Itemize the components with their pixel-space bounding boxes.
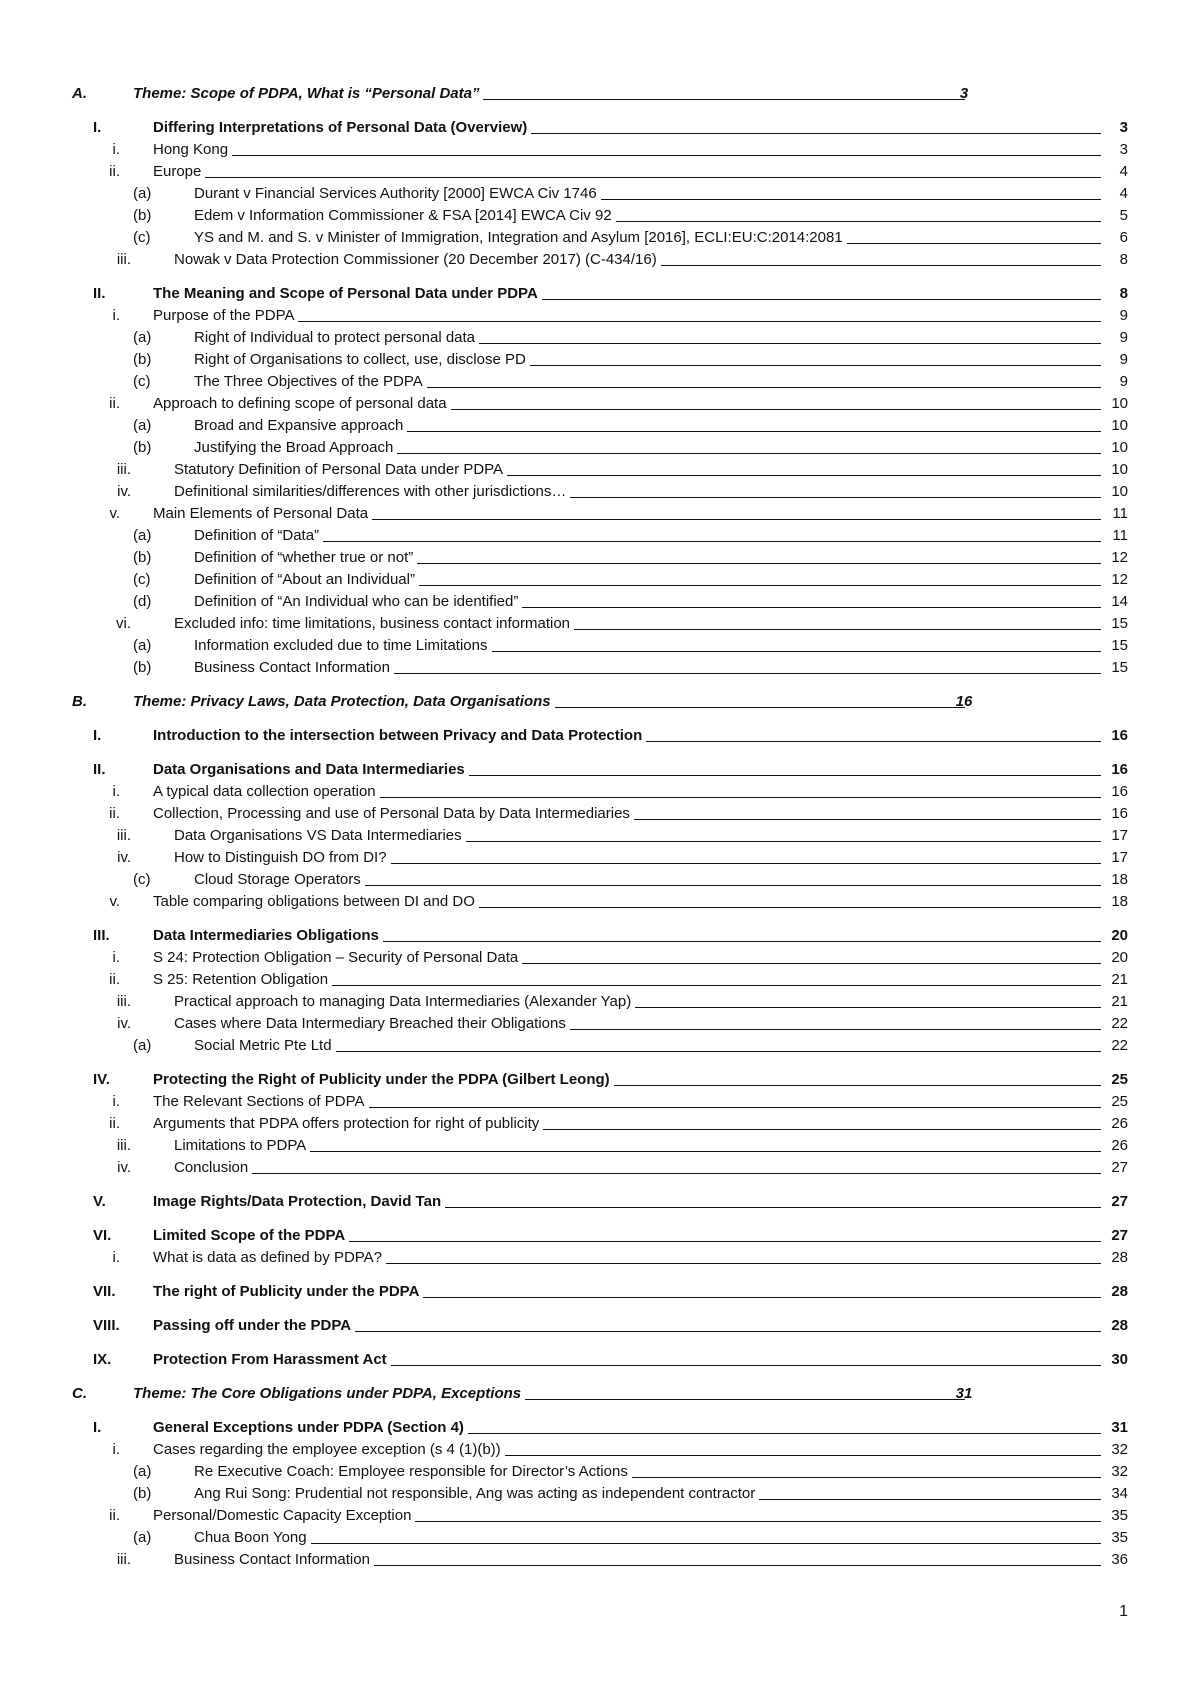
- toc-entry-number: C.: [72, 1385, 87, 1402]
- toc-entry[interactable]: [0, 1135, 1200, 1157]
- toc-entry-number: i.: [112, 949, 120, 966]
- toc-entry-title: Limited Scope of the PDPA: [153, 1225, 349, 1247]
- toc-section-entry[interactable]: [0, 1315, 1200, 1337]
- toc-entry-number: III.: [93, 927, 110, 944]
- toc-entry-page: 16: [1111, 727, 1128, 744]
- toc-entry-page: 28: [1111, 1317, 1128, 1334]
- toc-entry[interactable]: [0, 415, 1200, 437]
- toc-section-entry[interactable]: [0, 759, 1200, 781]
- toc-entry-title: Right of Individual to protect personal data: [194, 327, 479, 349]
- toc-entry-number: (c): [133, 229, 151, 246]
- toc-entry-title: Cloud Storage Operators: [194, 869, 365, 891]
- toc-section-entry[interactable]: [0, 725, 1200, 747]
- toc-entry[interactable]: [0, 1013, 1200, 1035]
- toc-entry-number: (a): [133, 637, 152, 654]
- toc-entry-number: i.: [112, 1093, 120, 1110]
- toc-entry[interactable]: [0, 869, 1200, 891]
- toc-entry-title: Statutory Definition of Personal Data under PDPA: [174, 459, 507, 481]
- toc-entry-title: Durant v Financial Services Authority [2000] EWCA Civ 1746: [194, 183, 601, 205]
- toc-entry-number: (a): [133, 1529, 152, 1546]
- toc-entry-page: 9: [1119, 373, 1128, 390]
- toc-entry-title: Definition of “An Individual who can be identified”: [194, 591, 522, 613]
- toc-entry-title: Cases where Data Intermediary Breached their Obligations: [174, 1013, 570, 1035]
- toc-entry-number: (a): [133, 1463, 152, 1480]
- toc-entry-page: 3: [959, 85, 969, 102]
- toc-entry[interactable]: [0, 1113, 1200, 1135]
- toc-entry-page: 21: [1111, 971, 1128, 988]
- toc-entry-page: 21: [1111, 993, 1128, 1010]
- toc-entry-number: (a): [133, 329, 152, 346]
- toc-entry-title: Chua Boon Yong: [194, 1527, 311, 1549]
- toc-section-entry[interactable]: [0, 925, 1200, 947]
- toc-entry-page: 15: [1111, 615, 1128, 632]
- toc-entry[interactable]: [0, 1549, 1200, 1571]
- toc-entry[interactable]: [0, 349, 1200, 371]
- toc-entry[interactable]: [0, 591, 1200, 613]
- toc-entry-title: Hong Kong: [153, 139, 232, 161]
- toc-entry[interactable]: [0, 891, 1200, 913]
- toc-entry-title: S 25: Retention Obligation: [153, 969, 332, 991]
- toc-section-entry[interactable]: [0, 117, 1200, 139]
- toc-entry-page: 10: [1111, 395, 1128, 412]
- toc-entry[interactable]: [0, 503, 1200, 525]
- toc-entry-title: Edem v Information Commissioner & FSA [2014] EWCA Civ 92: [194, 205, 616, 227]
- toc-entry-title: Data Organisations and Data Intermediaries: [153, 759, 469, 781]
- toc-entry-page: 16: [1111, 783, 1128, 800]
- toc-entry[interactable]: [0, 635, 1200, 657]
- toc-entry-page: 10: [1111, 439, 1128, 456]
- toc-entry-page: 12: [1111, 549, 1128, 566]
- toc-entry[interactable]: [0, 205, 1200, 227]
- toc-entry-page: 20: [1111, 949, 1128, 966]
- toc-entry-page: 11: [1112, 527, 1128, 544]
- toc-entry-title: Limitations to PDPA: [174, 1135, 310, 1157]
- toc-entry-number: i.: [112, 783, 120, 800]
- toc-entry-page: 20: [1111, 927, 1128, 944]
- toc-entry-page: 26: [1111, 1137, 1128, 1154]
- toc-entry-page: 3: [1119, 119, 1128, 136]
- toc-entry-number: ii.: [109, 395, 120, 412]
- toc-entry-title: Image Rights/Data Protection, David Tan: [153, 1191, 445, 1213]
- toc-entry-page: 18: [1111, 893, 1128, 910]
- toc-entry[interactable]: [0, 183, 1200, 205]
- toc-entry-page: 16: [1111, 805, 1128, 822]
- toc-entry-title: Protection From Harassment Act: [153, 1349, 391, 1371]
- toc-entry-title: The Three Objectives of the PDPA: [194, 371, 427, 393]
- toc-entry-page: 9: [1119, 307, 1128, 324]
- toc-entry-number: (d): [133, 593, 152, 610]
- toc-entry-page: 16: [955, 693, 973, 710]
- toc-entry-title: Practical approach to managing Data Intermediaries (Alexander Yap): [174, 991, 635, 1013]
- toc-entry-page: 28: [1111, 1249, 1128, 1266]
- toc-entry[interactable]: [0, 371, 1200, 393]
- toc-entry-title: What is data as defined by PDPA?: [153, 1247, 386, 1269]
- toc-entry-page: 12: [1111, 571, 1128, 588]
- toc-entry-number: iii.: [116, 1137, 131, 1154]
- toc-entry[interactable]: [0, 459, 1200, 481]
- toc-entry-title: Theme: Scope of PDPA, What is “Personal Data”: [133, 83, 483, 105]
- toc-entry-number: VIII.: [93, 1317, 120, 1334]
- toc-entry-number: i.: [112, 141, 120, 158]
- toc-entry-title: Theme: Privacy Laws, Data Protection, Data Organisations: [133, 691, 555, 713]
- toc-entry-page: 17: [1111, 827, 1128, 844]
- toc-entry[interactable]: [0, 393, 1200, 415]
- toc-entry-title: Cases regarding the employee exception (s 4 (1)(b)): [153, 1439, 505, 1461]
- toc-entry[interactable]: [0, 327, 1200, 349]
- toc-entry-number: IX.: [93, 1351, 112, 1368]
- toc-entry-title: Protecting the Right of Publicity under the PDPA (Gilbert Leong): [153, 1069, 614, 1091]
- toc-theme-entry[interactable]: [0, 691, 1200, 713]
- toc-entry-title: Data Organisations VS Data Intermediaries: [174, 825, 466, 847]
- toc-entry-page: 27: [1111, 1193, 1128, 1210]
- toc-entry-page: 14: [1111, 593, 1128, 610]
- toc-entry-title: Passing off under the PDPA: [153, 1315, 355, 1337]
- toc-entry-page: 17: [1111, 849, 1128, 866]
- toc-entry[interactable]: [0, 1157, 1200, 1179]
- toc-entry[interactable]: [0, 1035, 1200, 1057]
- toc-entry[interactable]: [0, 437, 1200, 459]
- toc-entry-number: IV.: [93, 1071, 110, 1088]
- toc-entry-number: (a): [133, 1037, 152, 1054]
- toc-entry-page: 11: [1112, 505, 1128, 522]
- toc-entry[interactable]: [0, 1505, 1200, 1527]
- toc-entry-title: Collection, Processing and use of Personal Data by Data Intermediaries: [153, 803, 634, 825]
- toc-entry-number: (b): [133, 439, 152, 456]
- toc-entry-title: Definition of “Data”: [194, 525, 323, 547]
- toc-entry-number: iv.: [117, 1159, 131, 1176]
- toc-entry-title: The right of Publicity under the PDPA: [153, 1281, 423, 1303]
- toc-entry-title: Personal/Domestic Capacity Exception: [153, 1505, 415, 1527]
- toc-entry-page: 35: [1111, 1507, 1128, 1524]
- toc-entry[interactable]: [0, 947, 1200, 969]
- toc-entry-page: 34: [1111, 1485, 1128, 1502]
- toc-entry-title: A typical data collection operation: [153, 781, 380, 803]
- toc-entry[interactable]: [0, 227, 1200, 249]
- toc-entry-number: ii.: [109, 971, 120, 988]
- toc-entry-page: 36: [1111, 1551, 1128, 1568]
- toc-entry-page: 27: [1111, 1227, 1128, 1244]
- toc-theme-entry[interactable]: [0, 1383, 1200, 1405]
- toc-entry-number: (c): [133, 571, 151, 588]
- toc-entry[interactable]: [0, 969, 1200, 991]
- toc-section-entry[interactable]: [0, 283, 1200, 305]
- toc-leader-line: [196, 1543, 1101, 1544]
- toc-entry-title: Right of Organisations to collect, use, disclose PD: [194, 349, 530, 371]
- toc-entry-page: 10: [1111, 483, 1128, 500]
- toc-leader-line: [176, 1173, 1101, 1174]
- toc-entry-number: i.: [112, 307, 120, 324]
- toc-entry-page: 22: [1111, 1037, 1128, 1054]
- toc-entry-title: The Relevant Sections of PDPA: [153, 1091, 369, 1113]
- toc-entry-page: 32: [1111, 1463, 1128, 1480]
- toc-entry-page: 9: [1119, 329, 1128, 346]
- toc-entry-number: iii.: [116, 461, 131, 478]
- toc-entry-page: 26: [1111, 1115, 1128, 1132]
- toc-entry-title: Definition of “whether true or not”: [194, 547, 417, 569]
- toc-entry[interactable]: [0, 991, 1200, 1013]
- toc-entry-title: Introduction to the intersection between Privacy and Data Protection: [153, 725, 646, 747]
- toc-entry-page: 35: [1111, 1529, 1128, 1546]
- toc-entry-number: iii.: [116, 827, 131, 844]
- toc-entry-number: iv.: [117, 849, 131, 866]
- toc-entry-number: (a): [133, 185, 152, 202]
- toc-entry-page: 18: [1111, 871, 1128, 888]
- toc-entry[interactable]: [0, 161, 1200, 183]
- toc-entry[interactable]: [0, 569, 1200, 591]
- toc-entry[interactable]: [0, 825, 1200, 847]
- toc-section-entry[interactable]: [0, 1191, 1200, 1213]
- toc-entry-number: II.: [93, 761, 106, 778]
- toc-entry-page: 31: [955, 1385, 973, 1402]
- toc-entry-number: II.: [93, 285, 106, 302]
- toc-entry-number: iii.: [116, 993, 131, 1010]
- toc-entry-title: Business Contact Information: [174, 1549, 374, 1571]
- toc-entry-number: i.: [112, 1441, 120, 1458]
- toc-section-entry[interactable]: [0, 1281, 1200, 1303]
- toc-entry-page: 25: [1111, 1093, 1128, 1110]
- toc-entry-page: 27: [1111, 1159, 1128, 1176]
- toc-entry[interactable]: [0, 1439, 1200, 1461]
- toc-entry-title: Theme: The Core Obligations under PDPA, Exceptions: [133, 1383, 525, 1405]
- toc-entry-page: 4: [1119, 163, 1128, 180]
- toc-entry-title: S 24: Protection Obligation – Security of Personal Data: [153, 947, 522, 969]
- toc-entry-page: 3: [1119, 141, 1128, 158]
- toc-entry-number: (b): [133, 207, 152, 224]
- toc-entry-number: I.: [93, 1419, 102, 1436]
- toc-entry-page: 10: [1111, 417, 1128, 434]
- toc-entry[interactable]: [0, 139, 1200, 161]
- toc-entry-number: ii.: [109, 805, 120, 822]
- toc-entry-title: Social Metric Pte Ltd: [194, 1035, 336, 1057]
- toc-entry-number: A.: [72, 85, 87, 102]
- toc-entry[interactable]: [0, 249, 1200, 271]
- toc-entry-title: YS and M. and S. v Minister of Immigration, Integration and Asylum [2016], ECLI:EU:C:2014:2081: [194, 227, 847, 249]
- toc-entry-title: Broad and Expansive approach: [194, 415, 407, 437]
- toc-entry[interactable]: [0, 657, 1200, 679]
- toc-entry-number: iii.: [116, 1551, 131, 1568]
- toc-entry-number: I.: [93, 119, 102, 136]
- toc-entry[interactable]: [0, 1483, 1200, 1505]
- toc-entry-page: 32: [1111, 1441, 1128, 1458]
- toc-entry-title: Conclusion: [174, 1157, 252, 1179]
- toc-entry[interactable]: [0, 1527, 1200, 1549]
- toc-entry-title: Differing Interpretations of Personal Data (Overview): [153, 117, 531, 139]
- toc-entry-number: I.: [93, 727, 102, 744]
- toc-entry-number: (c): [133, 373, 151, 390]
- toc-entry-title: Information excluded due to time Limitations: [194, 635, 492, 657]
- toc-entry-number: (c): [133, 871, 151, 888]
- toc-entry-title: Table comparing obligations between DI and DO: [153, 891, 479, 913]
- toc-entry-title: Ang Rui Song: Prudential not responsible, Ang was acting as independent contractor: [194, 1483, 759, 1505]
- toc-entry-number: VI.: [93, 1227, 112, 1244]
- toc-entry-number: (b): [133, 351, 152, 368]
- toc-entry-number: VII.: [93, 1283, 116, 1300]
- toc-entry-page: 4: [1119, 185, 1128, 202]
- toc-entry-page: 15: [1111, 659, 1128, 676]
- toc-entry-number: iv.: [117, 1015, 131, 1032]
- toc-entry-title: Excluded info: time limitations, business contact information: [174, 613, 574, 635]
- toc-entry[interactable]: [0, 781, 1200, 803]
- toc-entry-page: 6: [1119, 229, 1128, 246]
- toc-entry-title: Main Elements of Personal Data: [153, 503, 372, 525]
- toc-entry-number: v.: [109, 505, 120, 522]
- toc-entry[interactable]: [0, 305, 1200, 327]
- table-of-contents: [0, 83, 1200, 1571]
- toc-entry-number: ii.: [109, 163, 120, 180]
- toc-leader-line: [155, 177, 1101, 178]
- toc-leader-line: [176, 1151, 1101, 1152]
- toc-entry[interactable]: [0, 547, 1200, 569]
- toc-entry-title: Europe: [153, 161, 205, 183]
- toc-entry-title: Re Executive Coach: Employee responsible for Director’s Actions: [194, 1461, 632, 1483]
- toc-leader-line: [155, 155, 1101, 156]
- toc-entry-page: 22: [1111, 1015, 1128, 1032]
- toc-entry-number: V.: [93, 1193, 106, 1210]
- toc-entry-title: The Meaning and Scope of Personal Data under PDPA: [153, 283, 542, 305]
- toc-section-entry[interactable]: [0, 1417, 1200, 1439]
- toc-entry-number: vi.: [116, 615, 131, 632]
- toc-entry-page: 25: [1111, 1071, 1128, 1088]
- toc-entry-number: (a): [133, 527, 152, 544]
- toc-entry-page: 28: [1111, 1283, 1128, 1300]
- toc-leader-line: [196, 541, 1101, 542]
- toc-entry[interactable]: [0, 525, 1200, 547]
- toc-entry[interactable]: [0, 1461, 1200, 1483]
- toc-theme-entry[interactable]: [0, 83, 1200, 105]
- toc-entry-page: 8: [1119, 251, 1128, 268]
- toc-entry-title: How to Distinguish DO from DI?: [174, 847, 391, 869]
- toc-entry-page: 10: [1111, 461, 1128, 478]
- toc-entry-number: v.: [109, 893, 120, 910]
- toc-entry-number: (b): [133, 549, 152, 566]
- toc-entry-number: (b): [133, 659, 152, 676]
- toc-entry[interactable]: [0, 613, 1200, 635]
- toc-entry-page: 16: [1111, 761, 1128, 778]
- toc-entry[interactable]: [0, 803, 1200, 825]
- toc-entry-title: Justifying the Broad Approach: [194, 437, 397, 459]
- toc-entry-number: ii.: [109, 1115, 120, 1132]
- toc-entry[interactable]: [0, 847, 1200, 869]
- toc-entry-title: Arguments that PDPA offers protection for right of publicity: [153, 1113, 543, 1135]
- toc-entry-page: 5: [1119, 207, 1128, 224]
- toc-entry[interactable]: [0, 1247, 1200, 1269]
- toc-entry-title: Approach to defining scope of personal data: [153, 393, 451, 415]
- toc-entry-page: 30: [1111, 1351, 1128, 1368]
- toc-entry-number: (b): [133, 1485, 152, 1502]
- toc-entry-number: i.: [112, 1249, 120, 1266]
- toc-entry-number: ii.: [109, 1507, 120, 1524]
- toc-section-entry[interactable]: [0, 1225, 1200, 1247]
- toc-entry-page: 8: [1119, 285, 1128, 302]
- toc-entry-title: General Exceptions under PDPA (Section 4): [153, 1417, 468, 1439]
- toc-entry-title: Data Intermediaries Obligations: [153, 925, 383, 947]
- toc-entry-title: Nowak v Data Protection Commissioner (20 December 2017) (C-434/16): [174, 249, 661, 271]
- toc-entry-page: 9: [1119, 351, 1128, 368]
- page-number: 1: [1119, 1603, 1128, 1620]
- toc-entry-title: Business Contact Information: [194, 657, 394, 679]
- toc-entry-title: Purpose of the PDPA: [153, 305, 298, 327]
- toc-entry-number: B.: [72, 693, 87, 710]
- toc-entry-title: Definitional similarities/differences with other jurisdictions…: [174, 481, 570, 503]
- toc-entry[interactable]: [0, 1091, 1200, 1113]
- toc-entry-number: iii.: [116, 251, 131, 268]
- toc-section-entry[interactable]: [0, 1349, 1200, 1371]
- toc-entry-page: 15: [1111, 637, 1128, 654]
- toc-entry[interactable]: [0, 481, 1200, 503]
- toc-section-entry[interactable]: [0, 1069, 1200, 1091]
- toc-entry-title: Definition of “About an Individual”: [194, 569, 419, 591]
- toc-entry-page: 31: [1111, 1419, 1128, 1436]
- toc-entry-number: iv.: [117, 483, 131, 500]
- toc-entry-number: (a): [133, 417, 152, 434]
